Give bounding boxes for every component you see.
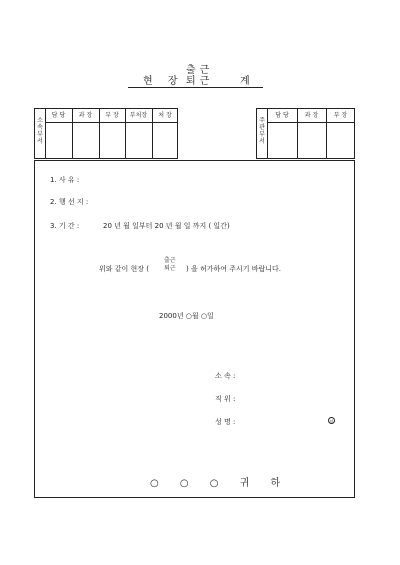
left-approval-box (34, 108, 178, 159)
main-frame (34, 160, 355, 498)
request-after: ) 을 허가하여 주시기 바랍니다. (186, 265, 282, 273)
title-right: 계 (240, 76, 256, 87)
left-header-2: 과 장 (78, 112, 93, 119)
title-stack-bottom: 퇴근 (186, 76, 214, 87)
field-destination: 2. 행 선 지 : (50, 198, 89, 206)
left-side-label: 소 속 부 서 (37, 117, 43, 145)
left-header-4: 부처장 (129, 112, 148, 119)
request-stack-bottom: 퇴근 (164, 265, 176, 272)
right-header-2: 과 장 (304, 112, 319, 119)
signature-position: 직 위 : (215, 395, 236, 403)
right-header-1: 담 당 (275, 112, 289, 119)
title-left: 현 장 (143, 76, 184, 87)
title-stack (186, 65, 213, 87)
seal-mark: 인 (329, 419, 334, 424)
request-before: 위와 같이 현장 ( (99, 265, 149, 273)
title-stack-top: 출근 (186, 65, 214, 76)
left-header-5: 처 장 (158, 112, 172, 119)
field-reason: 1. 사 유 : (50, 176, 80, 184)
document-date: 2000년 ○월 ○일 (159, 312, 214, 320)
field-period-label: 3. 기 간 : (50, 222, 80, 230)
left-header-3: 부 장 (105, 112, 119, 119)
request-stack (164, 257, 176, 273)
left-header-1: 담 당 (51, 112, 66, 119)
addressee-footer: ○ ○ ○ 귀 하 (150, 478, 290, 489)
request-stack-top: 출근 (164, 257, 176, 264)
signature-name: 성 명 : (215, 418, 236, 426)
right-approval-box (256, 108, 355, 159)
signature-affiliation: 소 속 : (215, 372, 236, 380)
right-header-3: 부 장 (333, 112, 348, 119)
right-side-label: 주 관 부 서 (259, 117, 265, 145)
title-underline (128, 87, 263, 88)
field-period-detail: 20 년 월 일부터 20 년 월 일 까지 ( 일간) (103, 222, 230, 230)
